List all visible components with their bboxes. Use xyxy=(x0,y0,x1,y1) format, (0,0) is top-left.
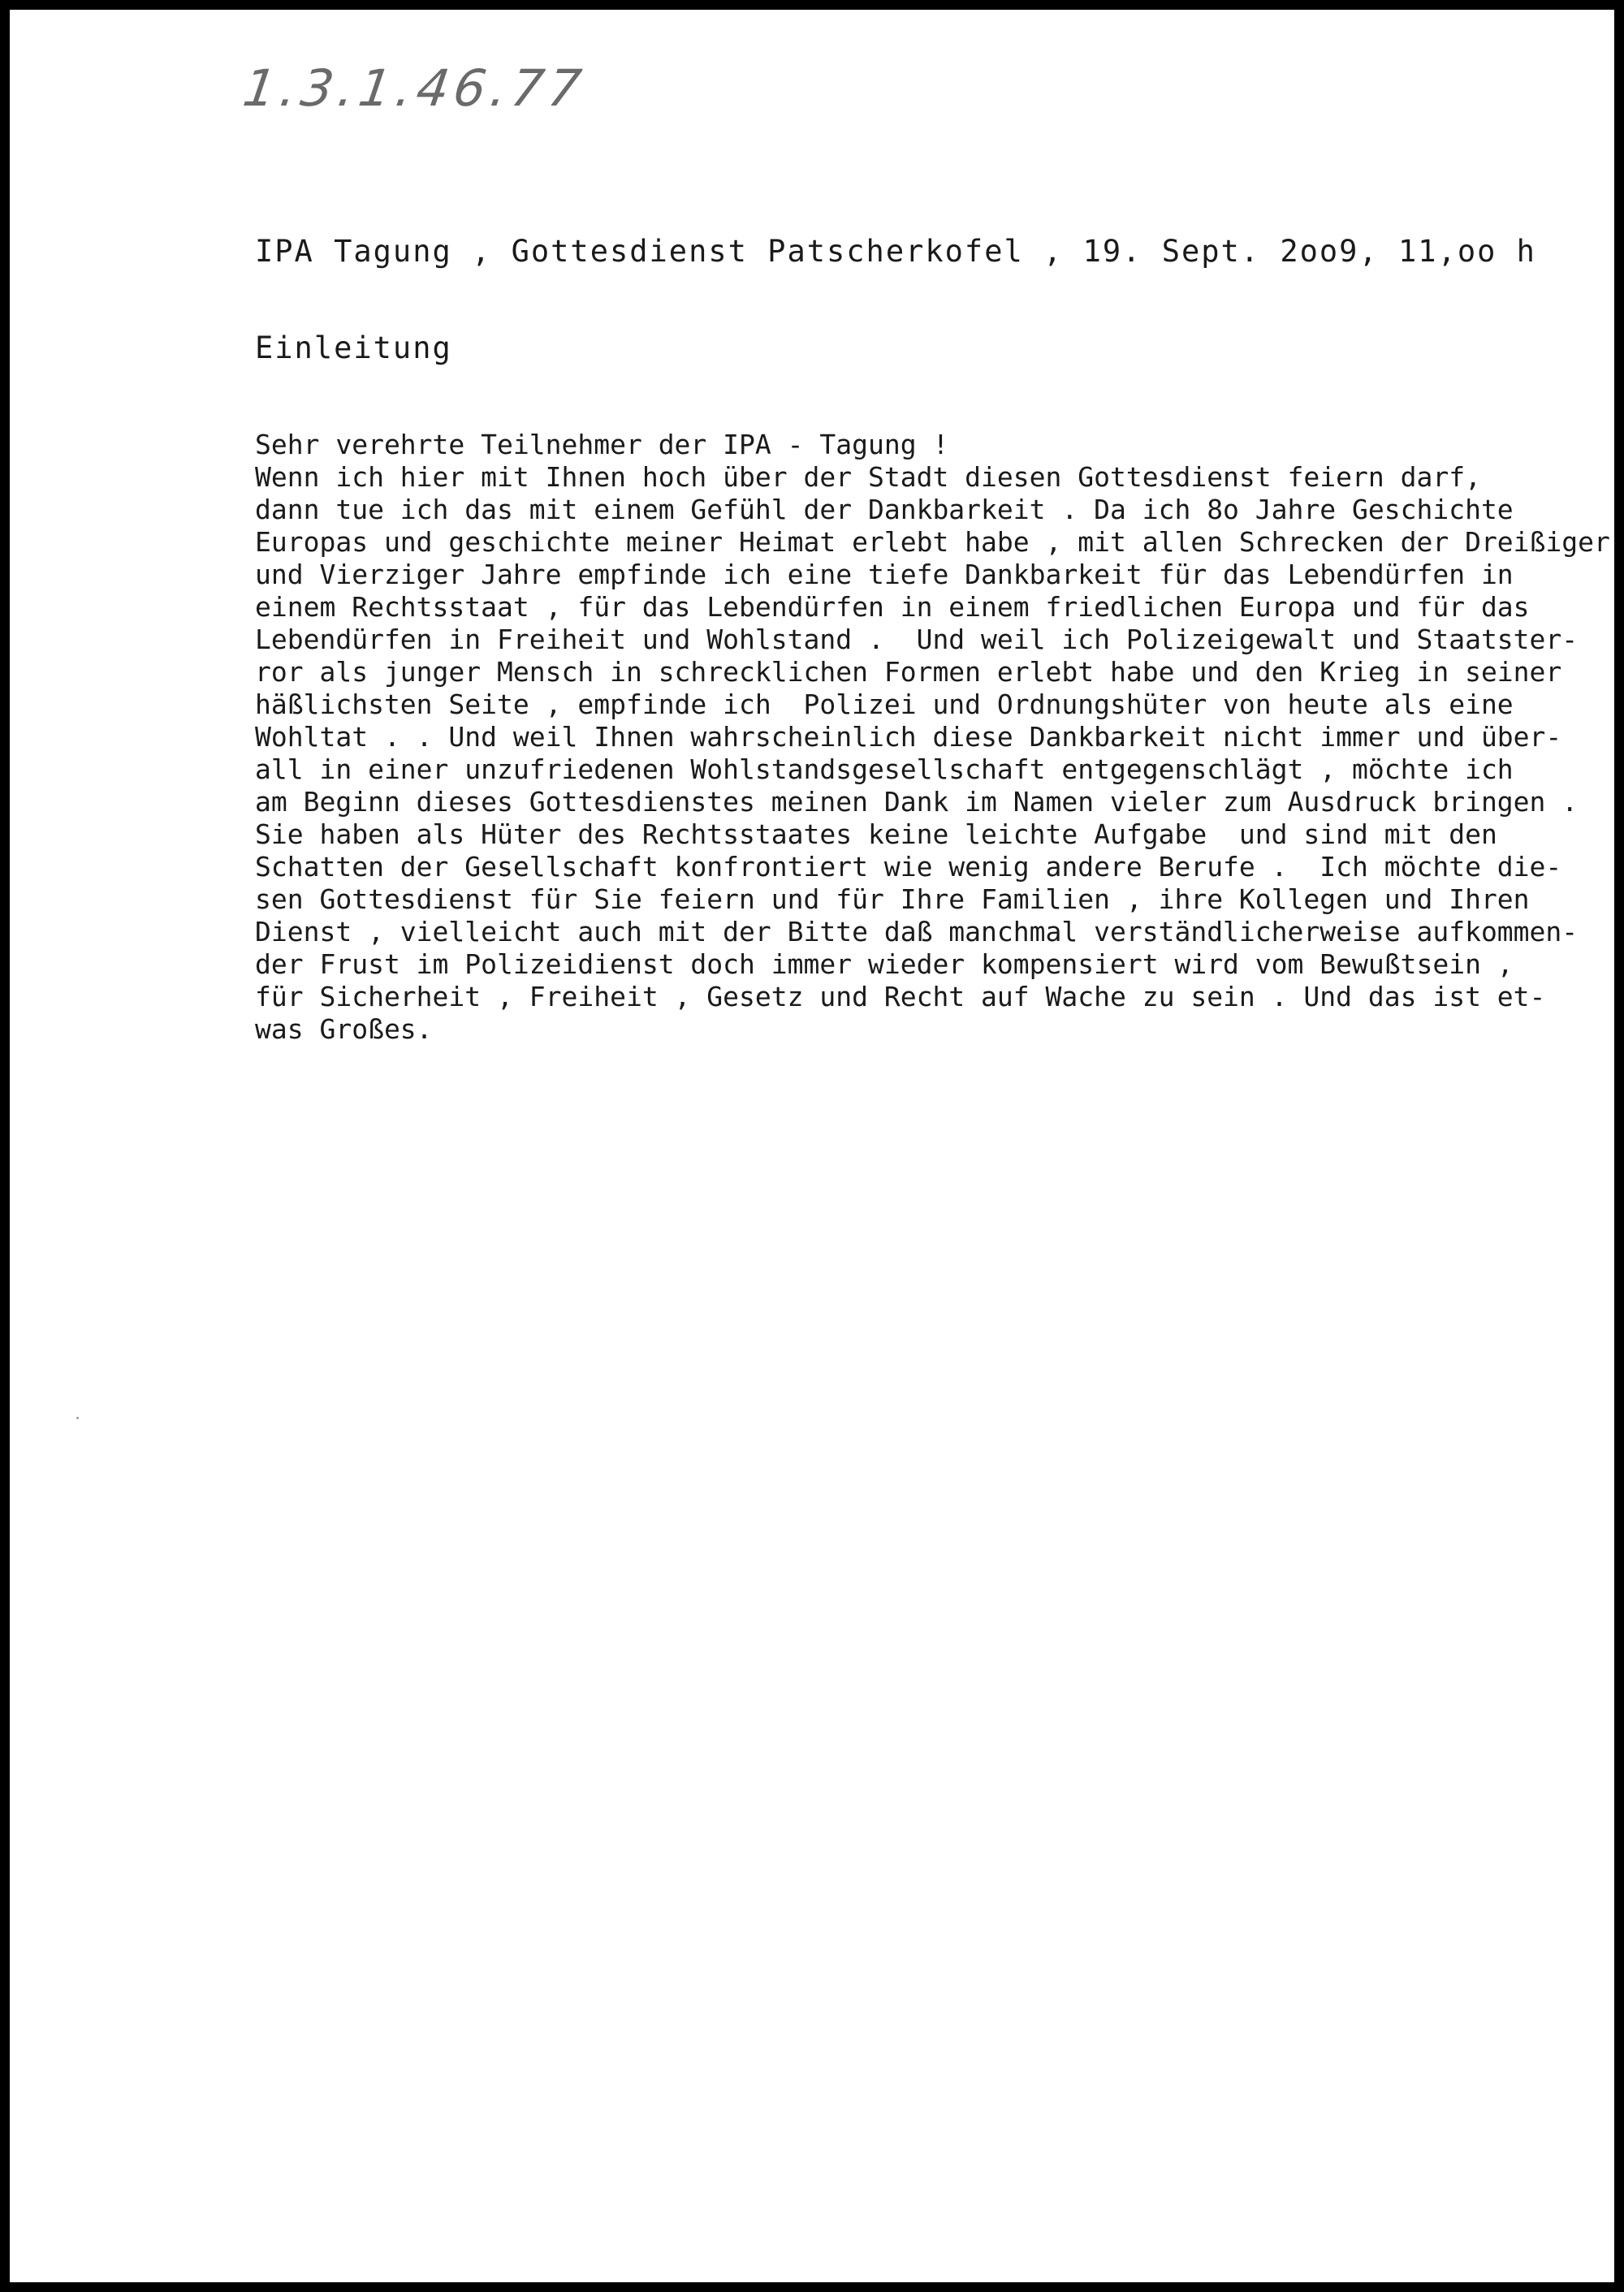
text-line: häßlichsten Seite , empfinde ich Polizei und Ordnungshüter von heute als eine xyxy=(255,688,1514,720)
document-header: IPA Tagung , Gottesdienst Patscherkofel , 19. Sept. 2oo9, 11,oo h xyxy=(255,234,1536,269)
text-line: Sehr verehrte Teilnehmer der IPA - Tagung ! xyxy=(255,429,949,460)
text-line: Wohltat . . Und weil Ihnen wahrscheinlich diese Dankbarkeit nicht immer und über- xyxy=(255,721,1562,753)
text-line: und Vierziger Jahre empfinde ich eine tiefe Dankbarkeit für das Lebendürfen in xyxy=(255,559,1514,590)
text-line: all in einer unzufriedenen Wohlstandsgesellschaft entgegenschlägt , möchte ich xyxy=(255,753,1514,785)
text-line: dann tue ich das mit einem Gefühl der Dankbarkeit . Da ich 8o Jahre Geschichte xyxy=(255,494,1514,525)
text-line: Sie haben als Hüter des Rechtsstaates keine leichte Aufgabe und sind mit den xyxy=(255,818,1497,850)
section-title: Einleitung xyxy=(255,330,452,365)
text-line: Schatten der Gesellschaft konfrontiert wie wenig andere Berufe . Ich möchte die- xyxy=(255,851,1562,883)
text-line: am Beginn dieses Gottesdienstes meinen Dank im Namen vieler zum Ausdruck bringen . xyxy=(255,786,1579,818)
body-text xyxy=(255,429,1610,1046)
text-line: was Großes. xyxy=(255,1013,433,1045)
text-line: der Frust im Polizeidienst doch immer wieder kompensiert wird vom Bewußtsein , xyxy=(255,948,1514,980)
paper-speck xyxy=(76,1417,79,1419)
document-page xyxy=(10,10,1614,2282)
text-line: einem Rechtsstaat , für das Lebendürfen in einem friedlichen Europa und für das xyxy=(255,591,1530,623)
text-line: Lebendürfen in Freiheit und Wohlstand . Und weil ich Polizeigewalt und Staatster- xyxy=(255,624,1579,655)
text-line: für Sicherheit , Freiheit , Gesetz und Recht auf Wache zu sein . Und das ist et- xyxy=(255,981,1546,1012)
text-line: Dienst , vielleicht auch mit der Bitte daß manchmal verständlicherweise aufkommen- xyxy=(255,916,1579,947)
text-line: Wenn ich hier mit Ihnen hoch über der Stadt diesen Gottesdienst feiern darf, xyxy=(255,461,1481,493)
text-line: sen Gottesdienst für Sie feiern und für Ihre Familien , ihre Kollegen und Ihren xyxy=(255,883,1530,915)
archive-number: 1.3.1.46.77 xyxy=(239,58,590,118)
text-line: ror als junger Mensch in schrecklichen Formen erlebt habe und den Krieg in seiner xyxy=(255,656,1562,688)
text-line: Europas und geschichte meiner Heimat erlebt habe , mit allen Schrecken der Dreißiger xyxy=(255,526,1610,558)
